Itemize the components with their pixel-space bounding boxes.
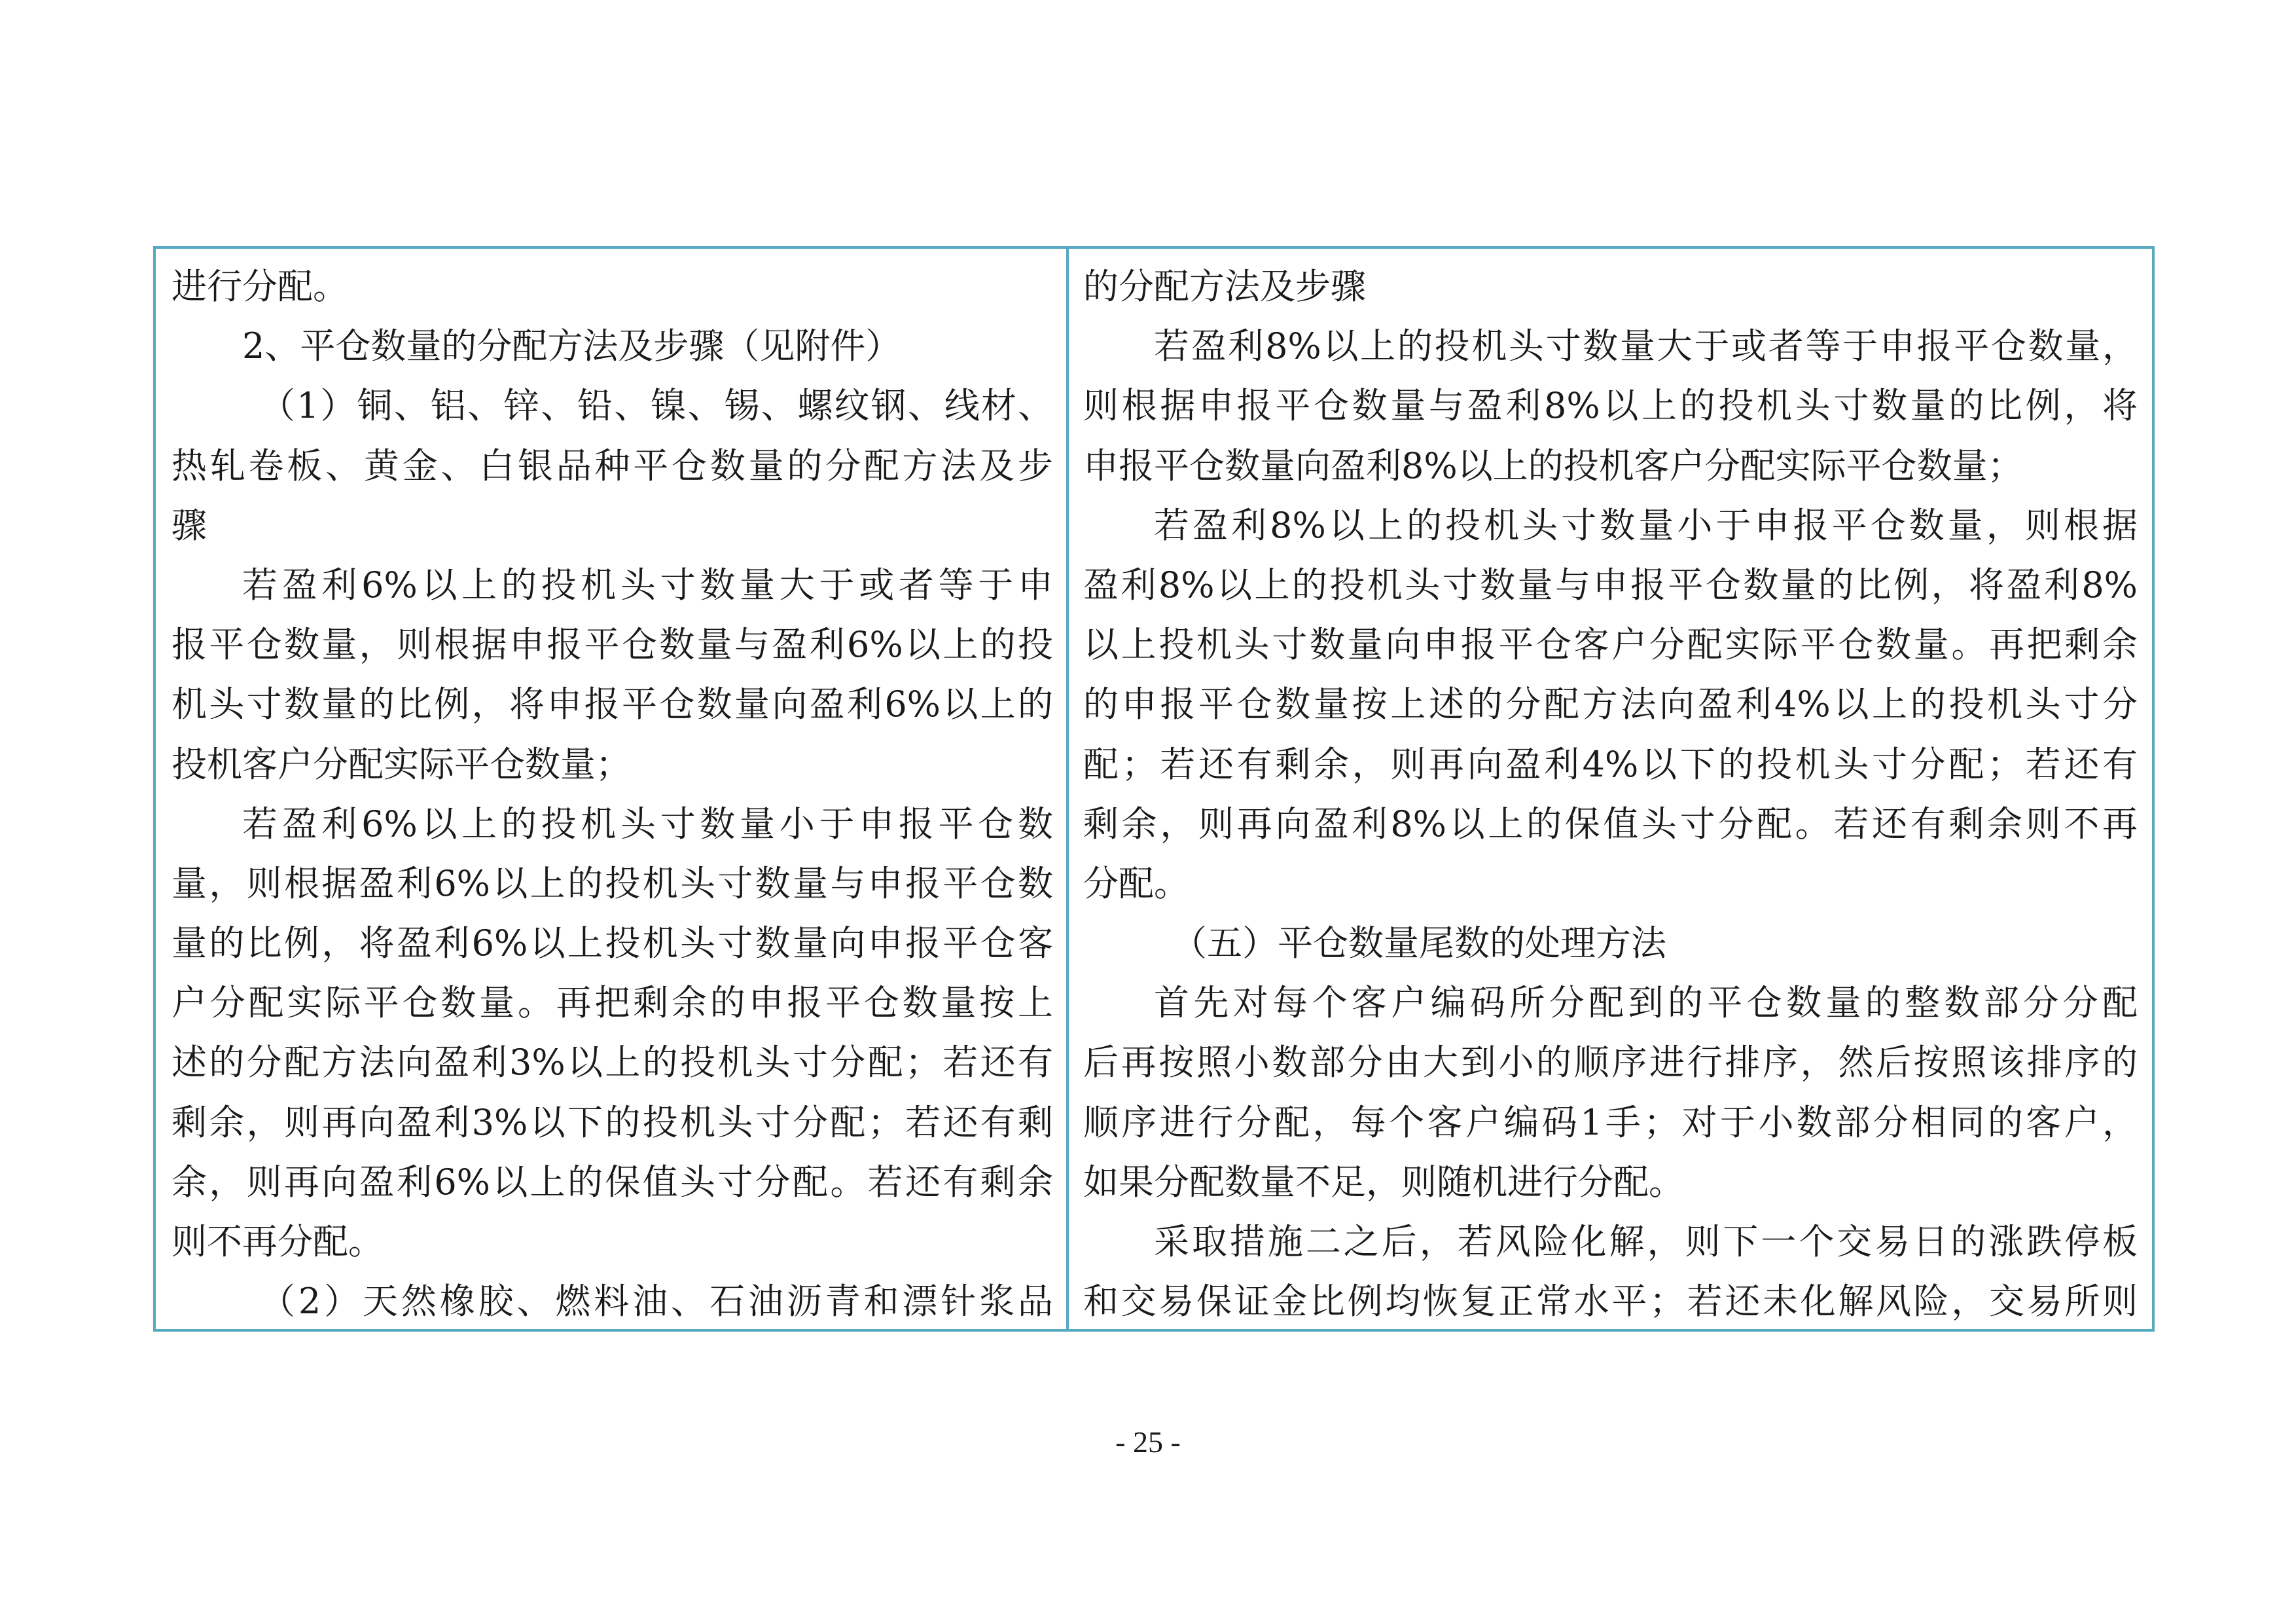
text-line: 则不再分配。 (171, 1221, 384, 1262)
text-line: 的申报平仓数量按上述的分配方法向盈利4%以上的投机头寸分 (1083, 684, 2138, 725)
text-line: 配；若还有剩余，则再向盈利4%以下的投机头寸分配；若还有 (1083, 743, 2138, 785)
text-line: （1）铜、铝、锌、铅、镍、锡、螺纹钢、线材、 (260, 385, 1053, 427)
text-line: 机头寸数量的比例，将申报平仓数量向盈利6%以上的 (171, 684, 1053, 725)
page-number: - 25 - (1115, 1425, 1181, 1459)
text-line: 则根据申报平仓数量与盈利8%以上的投机头寸数量的比例，将 (1083, 385, 2138, 427)
text-line: 分配。 (1083, 862, 1189, 904)
text-line: 热轧卷板、黄金、白银品种平仓数量的分配方法及步 (171, 445, 1053, 486)
text-line: 进行分配。 (171, 266, 348, 307)
document-table (153, 246, 2155, 1332)
text-line: 的分配方法及步骤 (1083, 266, 1366, 307)
text-line: 投机客户分配实际平仓数量； (171, 743, 631, 785)
right-column (1069, 249, 2152, 1329)
text-line: 量，则根据盈利6%以上的投机头寸数量与申报平仓数 (171, 862, 1053, 904)
text-line: （2）天然橡胶、燃料油、石油沥青和漂针浆品 (260, 1281, 1053, 1322)
text-line: 后再按照小数部分由大到小的顺序进行排序，然后按照该排序的 (1083, 1042, 2138, 1084)
left-column (156, 249, 1069, 1329)
text-line: 若盈利8%以上的投机头寸数量小于申报平仓数量，则根据 (1154, 504, 2138, 546)
text-line: 述的分配方法向盈利3%以上的投机头寸分配；若还有 (171, 1042, 1053, 1084)
text-line: 若盈利6%以上的投机头寸数量大于或者等于申 (242, 564, 1053, 606)
text-line: 以上投机头寸数量向申报平仓客户分配实际平仓数量。再把剩余 (1083, 624, 2138, 666)
text-line: 报平仓数量，则根据申报平仓数量与盈利6%以上的投 (171, 624, 1053, 666)
section-heading: （五）平仓数量尾数的处理方法 (1172, 922, 1666, 964)
text-line: 若盈利6%以上的投机头寸数量小于申报平仓数 (242, 803, 1053, 845)
text-line: 如果分配数量不足，则随机进行分配。 (1083, 1161, 1684, 1203)
text-line: 骤 (171, 504, 207, 546)
text-line: 剩余，则再向盈利3%以下的投机头寸分配；若还有剩 (171, 1101, 1053, 1143)
text-line: 若盈利8%以上的投机头寸数量大于或者等于申报平仓数量， (1154, 325, 2138, 367)
text-line: 首先对每个客户编码所分配到的平仓数量的整数部分分配 (1154, 982, 2138, 1024)
text-line: 和交易保证金比例均恢复正常水平；若还未化解风险，交易所则 (1083, 1281, 2138, 1322)
text-line: 剩余，则再向盈利8%以上的保值头寸分配。若还有剩余则不再 (1083, 803, 2138, 845)
text-line: 申报平仓数量向盈利8%以上的投机客户分配实际平仓数量； (1083, 445, 2023, 486)
text-line: 2、平仓数量的分配方法及步骤（见附件） (242, 325, 901, 367)
text-line: 余，则再向盈利6%以上的保值头寸分配。若还有剩余 (171, 1161, 1053, 1203)
text-line: 量的比例，将盈利6%以上投机头寸数量向申报平仓客 (171, 922, 1053, 964)
text-line: 户分配实际平仓数量。再把剩余的申报平仓数量按上 (171, 982, 1053, 1024)
text-line: 顺序进行分配，每个客户编码1手；对于小数部分相同的客户， (1083, 1101, 2138, 1143)
text-line: 盈利8%以上的投机头寸数量与申报平仓数量的比例，将盈利8% (1083, 564, 2138, 606)
text-line: 采取措施二之后，若风险化解，则下一个交易日的涨跌停板 (1154, 1221, 2138, 1262)
